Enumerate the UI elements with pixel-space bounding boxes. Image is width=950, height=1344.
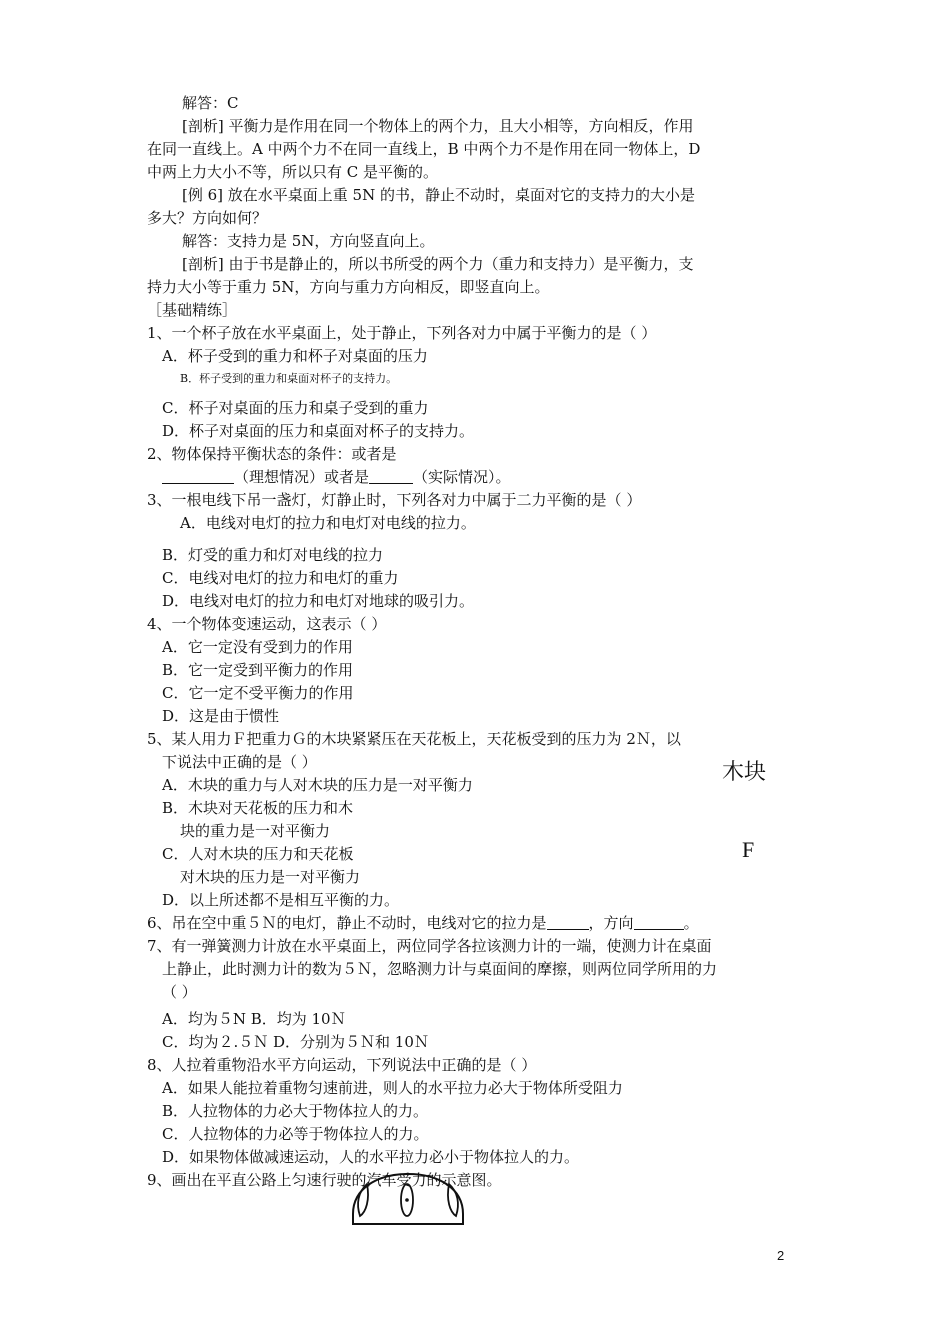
question-8: 8、人拉着重物沿水平方向运动，下列说法中正确的是（ ）: [147, 1056, 537, 1074]
option: B．杯子受到的重力和桌面对杯子的支持力。: [180, 372, 398, 385]
question-3: 3、一根电线下吊一盏灯，灯静止时，下列各对力中属于二力平衡的是（ ）: [147, 491, 642, 509]
question-7: 7、有一弹簧测力计放在水平桌面上，两位同学各拉该测力计的一端，使测力计在桌面: [147, 937, 712, 955]
figure-label-block: 木块: [722, 760, 767, 785]
option: D．这是由于惯性: [162, 707, 280, 725]
text-line: 在同一直线上。A 中两个力不在同一直线上，B 中两个力不是作用在同一物体上，D: [147, 140, 701, 158]
question-2-cont: [162, 466, 511, 488]
option: D．以上所述都不是相互平衡的力。: [162, 891, 400, 909]
option: A．它一定没有受到力的作用: [162, 638, 353, 656]
text: （理想情况）或者是: [234, 468, 370, 486]
option: B．人拉物体的力必大于物体拉人的力。: [162, 1102, 429, 1120]
option: D．杯子对桌面的压力和桌面对杯子的支持力。: [162, 422, 475, 440]
option: A．木块的重力与人对木块的压力是一对平衡力: [162, 776, 473, 794]
text-line: 多大？方向如何？: [147, 209, 268, 227]
text-line: [例 6] 放在水平桌面上重 5N 的书，静止不动时，桌面对它的支持力的大小是: [182, 186, 695, 204]
question-4: 4、一个物体变速运动，这表示（ ）: [147, 615, 387, 633]
option-cont: 对木块的压力是一对平衡力: [180, 868, 361, 886]
option: B．灯受的重力和灯对电线的拉力: [162, 546, 384, 564]
text: ，方向: [588, 914, 634, 932]
question-2: 2、物体保持平衡状态的条件：或者是: [147, 445, 397, 463]
option: C．均为２.５Ｎ D．分别为５Ｎ和 10Ｎ: [162, 1033, 429, 1051]
text-line: 解答：支持力是 5N，方向竖直向上。: [182, 232, 435, 250]
option: A．均为５N B．均为 10Ｎ: [162, 1010, 346, 1028]
option: A．电线对电灯的拉力和电灯对电线的拉力。: [180, 514, 476, 532]
page-number: 2: [777, 1248, 785, 1263]
text: （实际情况）。: [413, 468, 511, 486]
option: C．它一定不受平衡力的作用: [162, 684, 354, 702]
text-line: [剖析] 由于书是静止的，所以书所受的两个力（重力和支持力）是平衡力，支: [182, 255, 694, 273]
question-5-cont: 下说法中正确的是（ ）: [162, 753, 317, 771]
option: C．电线对电灯的拉力和电灯的重力: [162, 569, 399, 587]
text-line: [剖析] 平衡力是作用在同一个物体上的两个力，且大小相等，方向相反，作用: [182, 117, 694, 135]
question-7-cont: （ ）: [162, 983, 197, 1001]
answer-blank[interactable]: [634, 913, 684, 930]
option: D．如果物体做减速运动，人的水平拉力必小于物体拉人的力。: [162, 1148, 580, 1166]
question-9: 9、画出在平直公路上匀速行驶的汽车受力的示意图。: [147, 1171, 502, 1189]
question-6: [147, 912, 699, 934]
text-line: 中两上力大小不等，所以只有 C 是平衡的。: [147, 163, 439, 181]
text: 6、吊在空中重５Ｎ的电灯，静止不动时，电线对它的拉力是: [147, 914, 547, 932]
option: C．人对木块的压力和天花板: [162, 845, 354, 863]
question-7-cont: 上静止，此时测力计的数为５Ｎ，忽略测力计与桌面间的摩擦，则两位同学所用的力: [162, 960, 718, 978]
answer-blank[interactable]: [547, 913, 589, 930]
option: C．杯子对桌面的压力和桌子受到的重力: [162, 399, 429, 417]
figure-label-force: F: [742, 837, 755, 862]
section-heading: ［基础精练］: [147, 301, 238, 319]
text-line: 解答：C: [182, 94, 239, 112]
text-line: 持力大小等于重力 5N，方向与重力方向相反，即竖直向上。: [147, 278, 550, 296]
option: B．木块对天花板的压力和木: [162, 799, 354, 817]
question-1: 1、一个杯子放在水平桌面上，处于静止，下列各对力中属于平衡力的是（ ）: [147, 324, 657, 342]
option-cont: 块的重力是一对平衡力: [180, 822, 331, 840]
answer-blank[interactable]: [369, 467, 413, 484]
question-5: 5、某人用力Ｆ把重力Ｇ的木块紧紧压在天花板上，天花板受到的压力为 2Ｎ，以: [147, 730, 681, 748]
option: A．杯子受到的重力和杯子对桌面的压力: [162, 347, 428, 365]
option: A．如果人能拉着重物匀速前进，则人的水平拉力必大于物体所受阻力: [162, 1079, 623, 1097]
answer-blank[interactable]: [162, 467, 234, 484]
option: C．人拉物体的力必等于物体拉人的力。: [162, 1125, 429, 1143]
option: D．电线对电灯的拉力和电灯对地球的吸引力。: [162, 592, 475, 610]
car-diagram: [350, 1168, 466, 1228]
text: 。: [683, 914, 699, 932]
option: B．它一定受到平衡力的作用: [162, 661, 354, 679]
